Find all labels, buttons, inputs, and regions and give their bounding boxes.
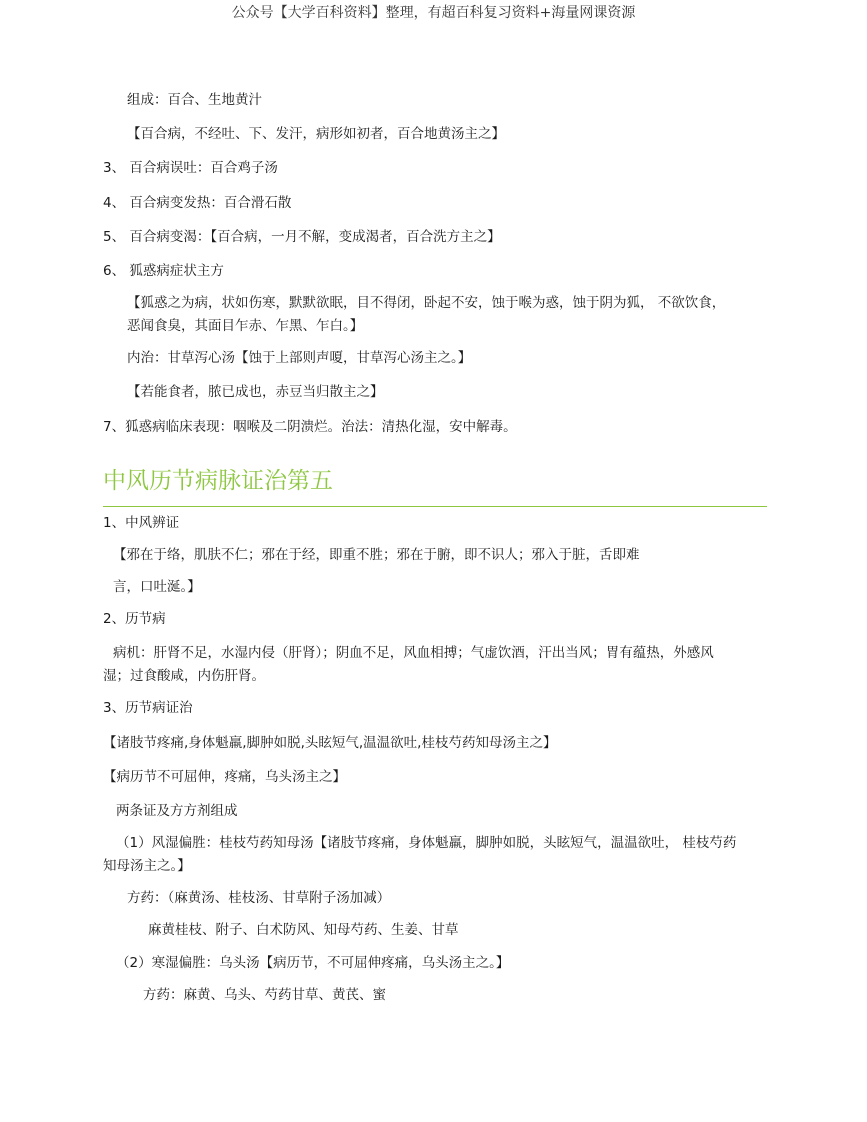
text-line: 3、 百合病误吐：百合鸡子汤 — [103, 160, 278, 176]
page-header: 公众号【大学百科资料】整理，有超百科复习资料+海量网课资源 — [231, 5, 636, 21]
text-line: 【若能食者，脓已成也，赤豆当归散主之】 — [127, 384, 384, 400]
text-line: 1、中风辨证 — [103, 515, 180, 531]
text-line: 4、 百合病变发热：百合滑石散 — [103, 195, 292, 211]
text-line: （2）寒湿偏胜：乌头汤【病历节，不可屈伸疼痛，乌头汤主之。】 — [116, 955, 510, 971]
text-line: 【百合病，不经吐、下、发汗，病形如初者，百合地黄汤主之】 — [127, 126, 505, 142]
text-line: 【诸肢节疼痛,身体魁羸,脚肿如脱,头眩短气,温温欲吐,桂枝芍药知母汤主之】 — [103, 735, 557, 751]
text-line: 方药：麻黄、乌头、芍药甘草、黄芪、蜜 — [143, 987, 386, 1003]
text-line: 言，口吐涎。】 — [113, 579, 201, 595]
section-title: 中风历节病脉证治第五 — [103, 468, 333, 494]
text-line: （1）风湿偏胜：桂枝芍药知母汤【诸肢节疼痛，身体魁羸，脚肿如脱，头眩短气，温温欲吐， 桂枝芍药 — [116, 835, 737, 851]
section-divider — [103, 506, 767, 507]
text-line: 方药：（麻黄汤、桂枝汤、甘草附子汤加减） — [127, 890, 391, 906]
text-line: 湿；过食酸咸，内伤肝肾。 — [103, 668, 265, 684]
text-line: 麻黄桂枝、附子、白术防风、知母芍药、生姜、甘草 — [148, 922, 459, 938]
text-line: 病机：肝肾不足，水湿内侵（肝肾）；阴血不足，风血相搏；气虚饮酒，汗出当风；胃有蕴热，外感风 — [113, 645, 714, 661]
text-line: 【狐惑之为病，状如伤寒，默默欲眠，目不得闭，卧起不安，蚀于喉为惑，蚀于阴为狐， 不欲饮食， — [127, 295, 726, 311]
text-line: 知母汤主之。】 — [103, 858, 191, 874]
text-line: 2、历节病 — [103, 611, 166, 627]
text-line: 6、 狐惑病症状主方 — [103, 263, 224, 279]
text-line: 组成：百合、生地黄汁 — [127, 92, 262, 108]
text-line: 两条证及方方剂组成 — [116, 803, 238, 819]
text-line: 5、 百合病变渴：【百合病，一月不解，变成渴者，百合洗方主之】 — [103, 229, 501, 245]
text-line: 恶闻食臭，其面目乍赤、乍黑、乍白。】 — [127, 318, 364, 334]
text-line: 7、狐惑病临床表现：咽喉及二阴溃烂。治法：清热化湿，安中解毒。 — [103, 419, 517, 435]
text-line: 内治：甘草泻心汤【蚀于上部则声嗄，甘草泻心汤主之。】 — [127, 350, 472, 366]
text-line: 3、历节病证治 — [103, 700, 193, 716]
text-line: 【邪在于络，肌肤不仁；邪在于经，即重不胜；邪在于腑，即不识人；邪入于脏，舌即难 — [113, 547, 640, 563]
text-line: 【病历节不可屈伸，疼痛，乌头汤主之】 — [103, 769, 346, 785]
